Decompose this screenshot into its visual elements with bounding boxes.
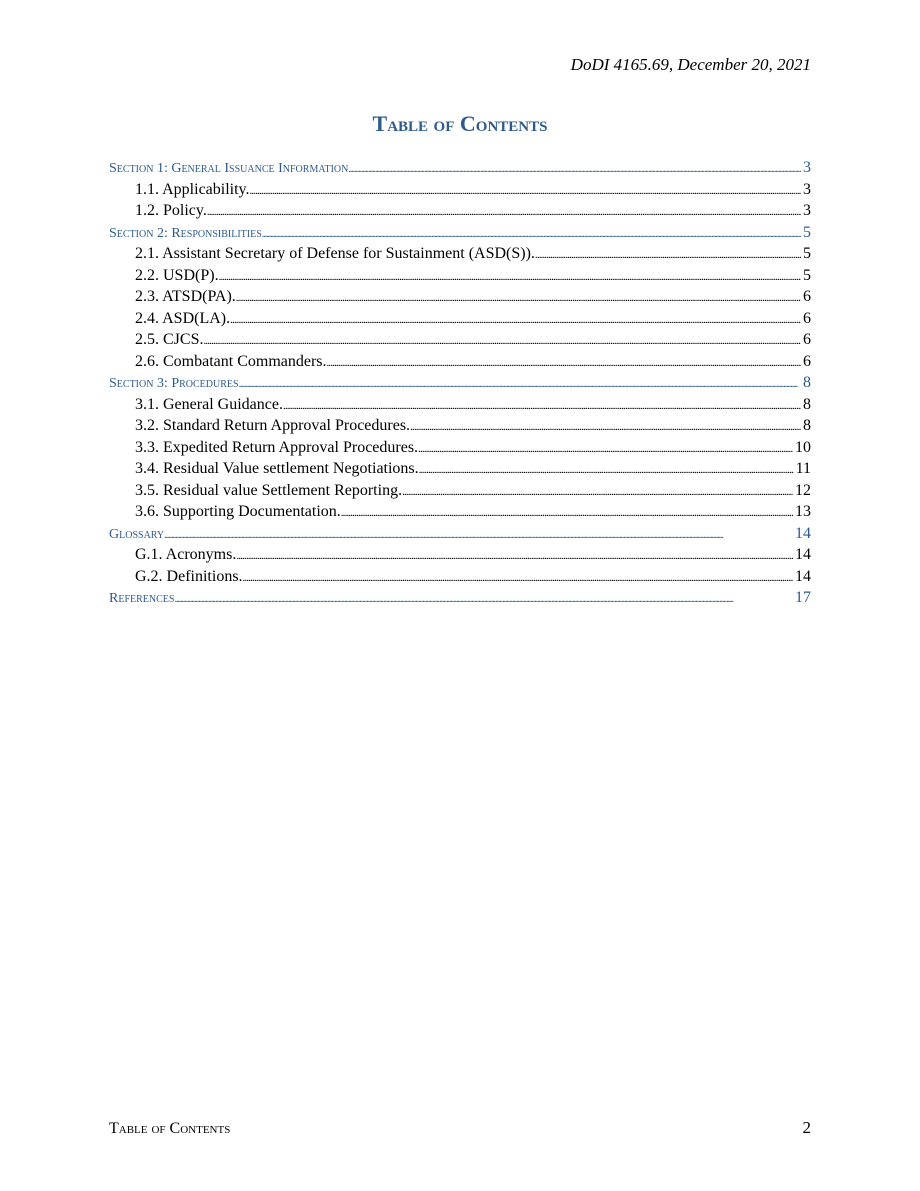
dot-leader [203,329,801,353]
toc-entry-page-number: 14 [795,567,811,585]
dot-leader [236,544,793,568]
toc-entry-page-number: 13 [795,503,811,520]
footer-label: Table of Contents [109,1120,231,1137]
toc-entry-label[interactable]: G.2. Definitions. [135,567,243,585]
toc-entry-label[interactable]: 3.5. Residual value Settlement Reporting. [135,481,403,499]
toc-entry-label[interactable]: Section 1: General Issuance Information [109,161,349,176]
toc-entry-label[interactable]: 3.3. Expedited Return Approval Procedures. [135,438,419,456]
toc-entry-label[interactable]: 2.4. ASD(LA). [135,309,231,327]
toc-subsection-entry[interactable] [109,415,811,437]
toc-section-entry[interactable] [109,372,811,394]
toc-entry-page-number: 3 [803,202,811,219]
toc-subsection-entry[interactable] [109,286,811,308]
toc-entry-label[interactable]: 3.4. Residual Value settlement Negotiations. [135,460,419,477]
footer-page-number: 2 [802,1118,811,1137]
dot-leader [207,200,801,224]
toc-subsection-entry[interactable] [109,200,811,222]
toc-entry-label[interactable]: 2.6. Combatant Commanders. [135,352,327,370]
dot-leader [341,501,793,525]
dot-leader [262,223,801,246]
toc-entry-page-number: 3 [803,180,811,198]
toc-subsection-entry[interactable] [109,458,811,480]
toc-section-entry[interactable] [109,523,811,545]
toc-entry-page-number: 5 [803,266,811,284]
toc-entry-label[interactable]: G.1. Acronyms. [135,546,237,563]
toc-entry-label[interactable]: References [109,591,175,606]
table-of-contents [109,157,811,609]
toc-entry-page-number: 12 [795,481,811,499]
toc-subsection-entry[interactable] [109,179,811,201]
toc-subsection-entry[interactable] [109,243,811,265]
toc-subsection-entry[interactable] [109,480,811,502]
toc-entry-label[interactable]: Section 2: Responsibilities [109,225,262,241]
dot-leader [230,308,801,332]
toc-subsection-entry[interactable] [109,566,811,588]
dot-leader [418,437,793,461]
dot-leader [236,286,801,310]
dot-leader [219,265,801,289]
toc-subsection-entry[interactable] [109,544,811,566]
toc-entry-page-number: 8 [803,417,811,434]
toc-entry-label[interactable]: 1.1. Applicability. [135,180,250,198]
toc-entry-label[interactable]: 2.2. USD(P). [135,266,219,284]
toc-entry-label[interactable]: 3.2. Standard Return Approval Procedures. [135,417,411,434]
toc-entry-page-number: 10 [795,438,811,456]
toc-section-entry[interactable] [109,157,811,179]
toc-entry-label[interactable]: 1.2. Policy. [135,202,207,219]
toc-entry-page-number: 5 [803,245,811,262]
toc-entry-page-number: 6 [803,331,811,348]
toc-entry-page-number: 5 [803,223,811,241]
dot-leader [402,480,793,504]
toc-entry-label[interactable]: 2.1. Assistant Secretary of Defense for Sustainment (ASD(S)). [135,245,535,262]
toc-subsection-entry[interactable] [109,501,811,523]
toc-subsection-entry[interactable] [109,394,811,416]
toc-entry-label[interactable]: Section 3: Procedures [109,376,239,391]
dot-leader [239,373,801,396]
dot-leader [410,415,801,439]
toc-subsection-entry[interactable] [109,329,811,351]
toc-subsection-entry[interactable] [109,265,811,287]
dot-leader [535,243,801,267]
dot-leader [243,566,793,590]
toc-entry-label[interactable]: 3.6. Supporting Documentation. [135,503,341,520]
toc-entry-page-number: 6 [803,352,811,370]
toc-entry-page-number: 6 [803,288,811,305]
dot-leader [419,458,794,482]
toc-entry-page-number: 3 [803,159,811,176]
page-header: DoDI 4165.69, December 20, 2021 [570,55,811,74]
toc-entry-label[interactable]: 3.1. General Guidance. [135,395,283,413]
toc-entry-label[interactable]: 2.5. CJCS. [135,331,204,348]
toc-section-entry[interactable] [109,222,811,244]
toc-section-entry[interactable] [109,587,811,609]
page-footer [109,1118,811,1138]
dot-leader [164,524,793,547]
toc-subsection-entry[interactable] [109,437,811,459]
dot-leader [348,158,801,181]
toc-entry-page-number: 17 [795,589,811,606]
page-title: Table of Contents [372,111,548,136]
toc-entry-label[interactable]: Glossary [109,526,165,542]
toc-entry-page-number: 11 [795,460,811,477]
toc-entry-page-number: 14 [795,546,811,563]
toc-entry-page-number: 8 [803,395,811,413]
dot-leader [250,179,801,203]
dot-leader [327,351,801,375]
toc-subsection-entry[interactable] [109,308,811,330]
toc-entry-page-number: 8 [803,374,811,391]
dot-leader [283,394,801,418]
toc-entry-label[interactable]: 2.3. ATSD(PA). [135,288,236,305]
toc-entry-page-number: 6 [803,309,811,327]
toc-subsection-entry[interactable] [109,351,811,373]
dot-leader [174,588,793,611]
toc-entry-page-number: 14 [795,524,811,542]
